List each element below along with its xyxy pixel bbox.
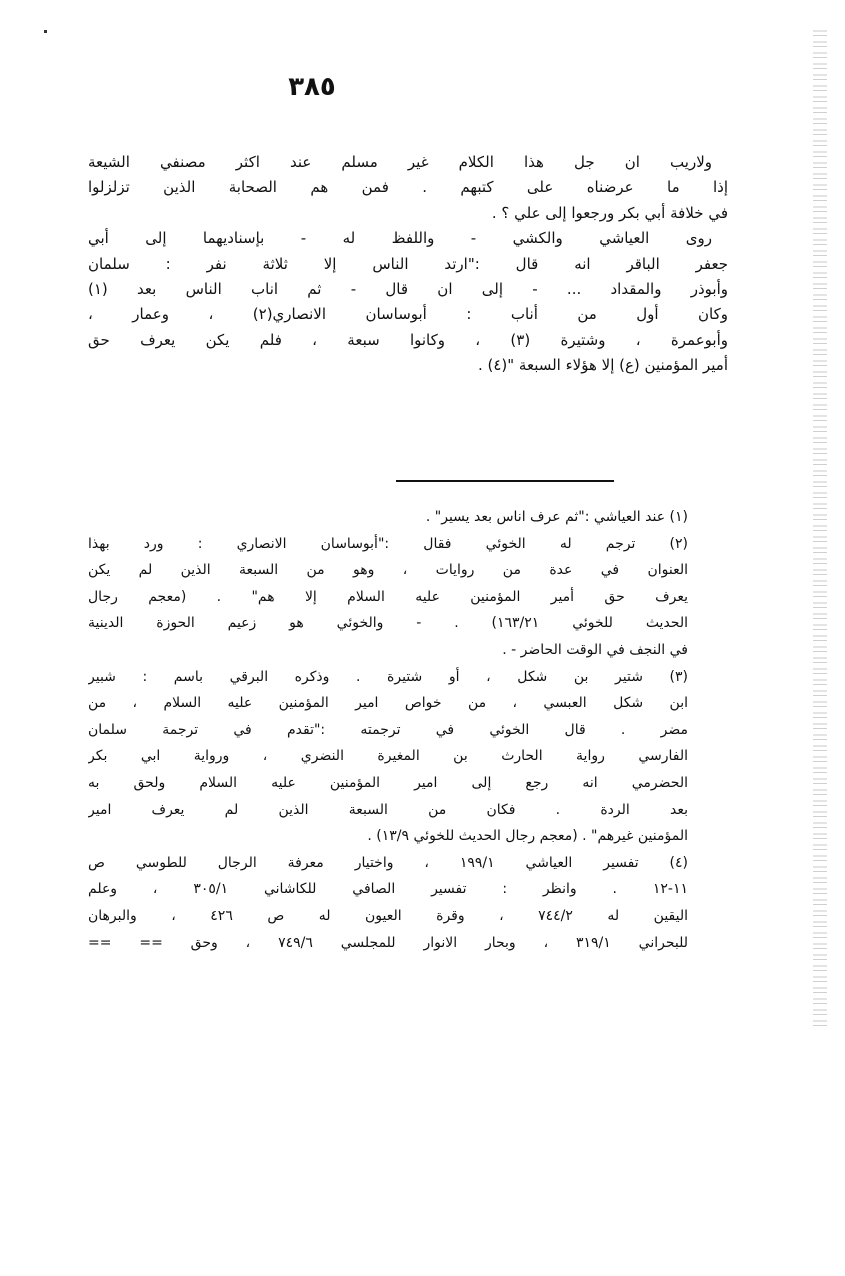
footnote-line: بعد الردة . فكان من السبعة الذين لم يعرف امير (88, 801, 688, 818)
paragraph-2 (88, 226, 728, 378)
main-text (88, 150, 728, 379)
footnote-line: في النجف في الوقت الحاضر - . (502, 641, 688, 658)
footnote-line: الحديث للخوئي ١٦٣/٢١) . - والخوئي هو زعيم الحوزة الدينية (88, 615, 688, 632)
footnote-line: للبحراني ٣١٩/١ ، وبحار الانوار للمجلسي ٧٤٩/٦ ، وحق == == (88, 934, 688, 951)
scan-dot (44, 30, 47, 33)
text-line: ولاريب ان جل هذا الكلام غير مسلم عند اكثر مصنفي الشيعة (88, 153, 712, 171)
text-line: روى العياشي والكشي - واللفظ له - بإسناديهما إلى أبي (88, 229, 712, 248)
text-line: في خلافة أبي بكر ورجعوا إلى علي ؟ . (491, 203, 728, 222)
text-line: وأبوعمرة ، وشتيرة (٣) ، وكانوا سبعة ، فلم يكن يعرف حق (88, 330, 728, 349)
footnote-line: الفارسي رواية الحارث بن المغيرة النضري ، ورواية ابي بكر (88, 748, 688, 765)
footnote-line: (١) عند العياشي :"ثم عرف اناس بعد يسير" . (425, 509, 688, 525)
paragraph-1 (88, 150, 728, 226)
footnote-line: العنوان في عدة من روايات ، وهو من السبعة الذين لم يكن (88, 562, 688, 579)
footnote-2 (88, 531, 688, 664)
page-number: ٣٨٥ (288, 72, 336, 102)
footnote-4 (88, 850, 688, 956)
text-line: أمير المؤمنين (ع) إلا هؤلاء السبعة "(٤) . (477, 356, 728, 375)
footnote-line: المؤمنين غيرهم" . (معجم رجال الحديث للخوئي ١٣/٩) . (367, 828, 688, 845)
footnote-line: (٢) ترجم له الخوئي فقال :"أبوساسان الانصاري : ورد بهذا (88, 535, 688, 552)
text-line: إذا ما عرضناه على كتبهم . فمن هم الصحابة الذين تزلزلوا (88, 178, 728, 197)
footnote-line: يعرف حق أمير المؤمنين عليه السلام إلا هم" . (معجم رجال (88, 588, 688, 605)
text-line: جعفر الباقر انه قال :"ارتد الناس إلا ثلاثة نفر : سلمان (88, 254, 728, 273)
footnote-separator (396, 480, 614, 482)
footnotes (88, 504, 688, 956)
footnote-3 (88, 664, 688, 850)
footnote-line: اليقين له ٧٤٤/٢ ، وقرة العيون له ص ٤٢٦ ، والبرهان (88, 907, 688, 924)
text-line: وكان أول من أناب : أبوساسان الانصاري(٢) ، وعمار ، (88, 305, 728, 324)
scan-edge-artifact (813, 30, 827, 1030)
footnote-line: (٤) تفسير العياشي ١٩٩/١ ، واختيار معرفة الرجال للطوسي ص (88, 854, 688, 871)
footnote-line: مضر . قال الخوئي في ترجمته :"تقدم في ترجمة سلمان (88, 721, 688, 738)
footnote-line: الحضرمي انه رجع إلى امير المؤمنين عليه السلام ولحق به (88, 774, 688, 791)
footnote-line: (٣) شتير بن شكل ، أو شتيرة . وذكره البرقي باسم : شبير (88, 668, 688, 685)
footnote-line: ١١-١٢ . وانظر : تفسير الصافي للكاشاني ٣٠٥/١ ، وعلم (88, 881, 688, 898)
text-line: وأبوذر والمقداد ... - إلى ان قال - ثم اناب الناس بعد (١) (88, 279, 728, 298)
footnote-line: ابن شكل العبسي ، من خواص امير المؤمنين عليه السلام ، من (88, 695, 688, 712)
footnote-1 (88, 504, 688, 531)
